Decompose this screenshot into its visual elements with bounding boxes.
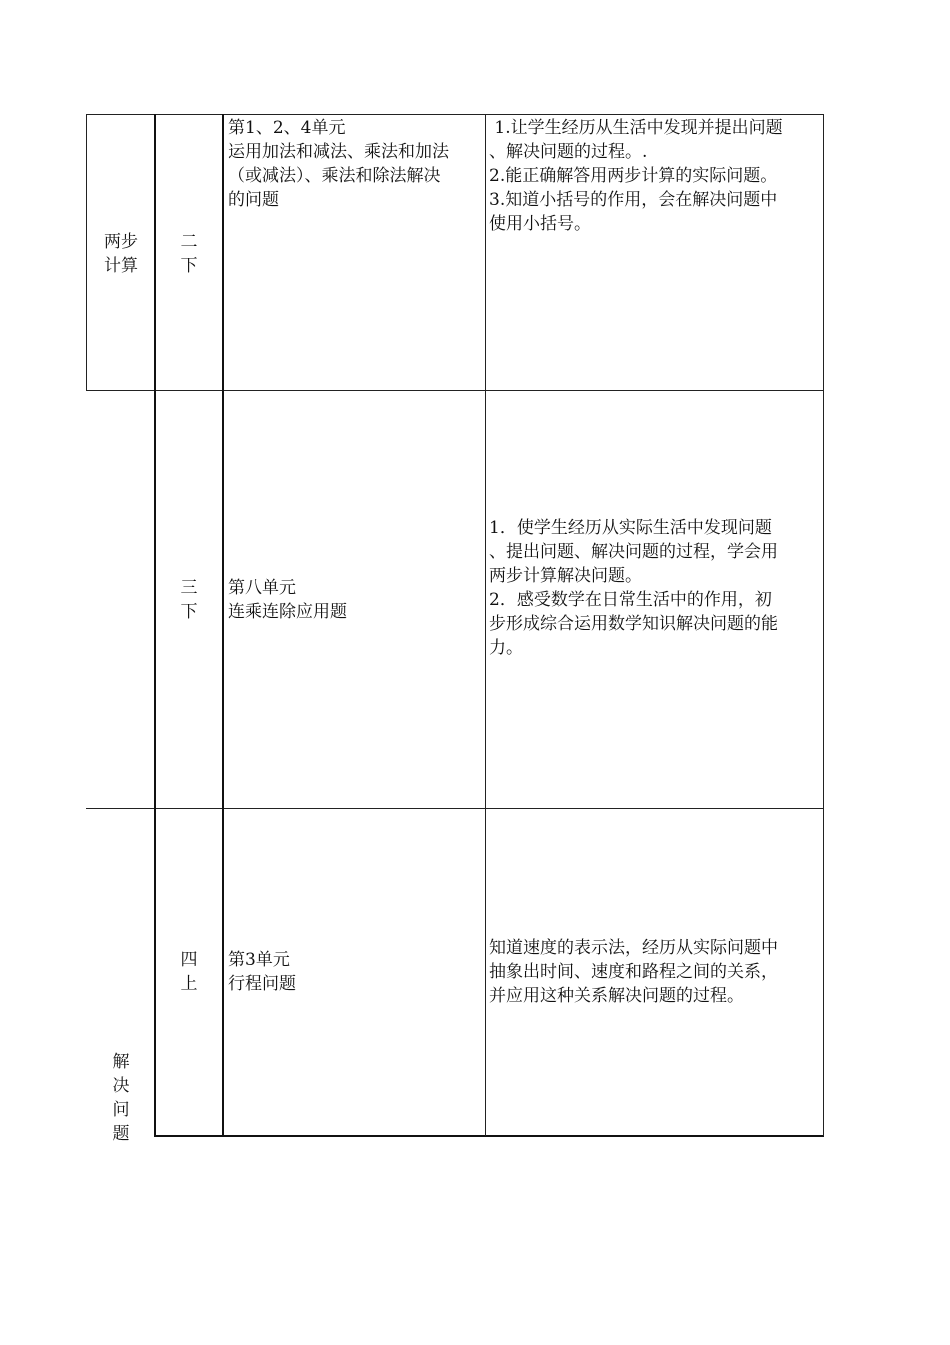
cell-line: 题 (112, 1124, 130, 1144)
grade-cell (158, 230, 220, 278)
unit-cell: 第八单元 连乘连除应用题 (228, 578, 347, 622)
cell-line: 计算 (104, 256, 138, 276)
grade-cell (158, 948, 220, 996)
category-cell (90, 230, 152, 278)
table-bottom-border (155, 1135, 824, 1137)
table-left-border (86, 114, 87, 390)
category-cell (90, 1050, 152, 1146)
goals-cell: 1.让学生经历从生活中发现并提出问题 、解决问题的过程。. 2.能正确解答用两步计算的实际问题。 3.知道小括号的作用，会在解决问题中 使用小括号。 (489, 118, 783, 234)
table-top-border (86, 114, 824, 115)
cell-line: 四 (180, 950, 198, 970)
row-divider-1 (86, 390, 824, 391)
cell-line: 下 (180, 602, 198, 622)
grade-cell (158, 576, 220, 624)
col-divider-1 (154, 114, 156, 1137)
goals-cell: 知道速度的表示法，经历从实际问题中 抽象出时间、速度和路程之间的关系， 并应用这种关系解决问题的过程。 (489, 938, 778, 1006)
unit-cell: 第3单元 行程问题 (228, 950, 296, 994)
cell-line: 两步 (104, 232, 138, 252)
cell-line: 二 (180, 232, 198, 252)
goals-cell: 1．使学生经历从实际生活中发现问题 、提出问题、解决问题的过程，学会用 两步计算解决问题。 2．感受数学在日常生活中的作用，初 步形成综合运用数学知识解决问题的能 力。 (489, 518, 778, 658)
cell-line: 决 (112, 1076, 130, 1096)
row-divider-2 (86, 808, 824, 809)
cell-line: 上 (180, 974, 198, 994)
unit-cell: 第1、2、4单元 运用加法和减法、乘法和加法 （或减法）、乘法和除法解决 的问题 (228, 118, 449, 210)
table-right-border (823, 114, 824, 1136)
col-divider-3 (485, 114, 486, 1136)
cell-line: 三 (180, 578, 198, 598)
cell-line: 问 (112, 1100, 130, 1120)
cell-line: 解 (112, 1052, 130, 1072)
cell-line: 下 (180, 256, 198, 276)
col-divider-2 (222, 114, 224, 1137)
